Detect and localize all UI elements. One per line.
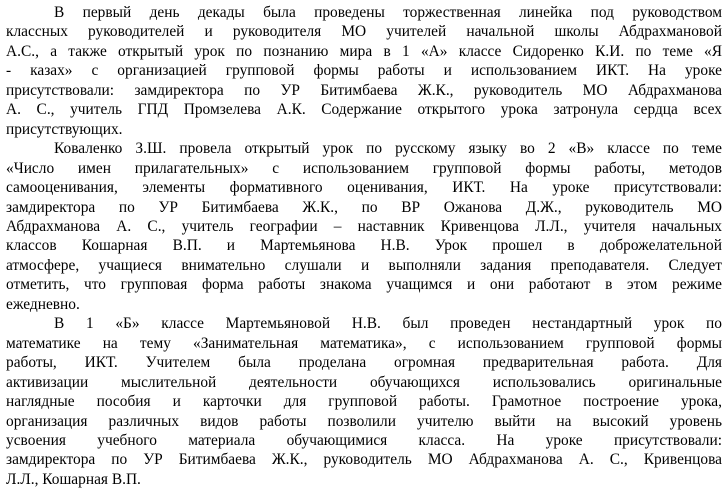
text-line: присутствующих.	[6, 120, 123, 138]
text-line: усвоения учебного материала обучающимися класса. На уроке присутствовали:	[6, 431, 722, 449]
text-line: Л.Л., Кошарная В.П.	[6, 470, 141, 488]
paragraph-3	[6, 314, 722, 489]
text-line: активизации мыслительной деятельности обучающихся использовались оригинальные	[6, 373, 722, 391]
text-line: В первый день декады была проведены торжественная линейка под руководством	[54, 4, 722, 21]
text-line: Коваленко З.Ш. провела открытый урок по русскому языку во 2 «В» классе по теме	[54, 140, 722, 158]
text-line: математике на тему «Занимательная математика», с использованием групповой формы	[6, 334, 722, 352]
text-line: замдиректора по УР Битимбаева Ж.К., по ВР Ожанова Д.Ж., руководитель МО	[6, 198, 722, 216]
text-line: наглядные пособия и карточки для групповой работы. Грамотное построение урока,	[6, 393, 722, 411]
text-line: В 1 «Б» классе Мартемьяновой Н.В. был проведен нестандартный урок по	[54, 315, 722, 333]
text-line: присутствовали: замдиректора по УР Битимбаева Ж.К., руководитель МО Абдрахманова	[6, 81, 722, 99]
text-line: атмосфере, учащиеся внимательно слушали и выполняли задания преподавателя. Следует	[6, 256, 722, 274]
text-line: Абдрахманова А. С., учитель географии – наставник Кривенцова Л.Л., учителя начальных	[6, 217, 722, 235]
text-line: А.С., а также открытый урок по познанию мира в 1 «А» классе Сидоренко К.И. по теме «Я	[6, 42, 722, 60]
text-line: организация различных видов работы позволили учителю выйти на высокий уровень	[6, 412, 722, 430]
paragraph-1	[6, 3, 722, 139]
text-line: - казах» с организацией групповой формы работы и использованием ИКТ. На уроке	[6, 62, 722, 80]
text-line: отметить, что групповая форма работы знакома учащимся и они работают в этом режиме	[6, 276, 722, 294]
paragraph-2	[6, 139, 722, 314]
text-line: замдиректора по УР Битимбаева Ж.К., руководитель МО Абдрахманова А. С., Кривенцова	[6, 451, 722, 469]
text-line: А. С., учитель ГПД Промзелева А.К. Содержание открытого урока затронула сердца всех	[6, 101, 722, 119]
text-line: работы, ИКТ. Учителем была проделана огромная предварительная работа. Для	[6, 354, 722, 372]
text-line: классов Кошарная В.П. и Мартемьянова Н.В. Урок прошел в доброжелательной	[6, 237, 722, 255]
text-line: «Число имен прилагательных» с использованием групповой формы работы, методов	[6, 159, 722, 177]
text-line: ежедневно.	[6, 295, 80, 313]
text-line: классных руководителей и руководителя МО учителей начальной школы Абдрахмановой	[6, 23, 722, 41]
text-line: самооценивания, элементы формативного оценивания, ИКТ. На уроке присутствовали:	[6, 179, 722, 197]
